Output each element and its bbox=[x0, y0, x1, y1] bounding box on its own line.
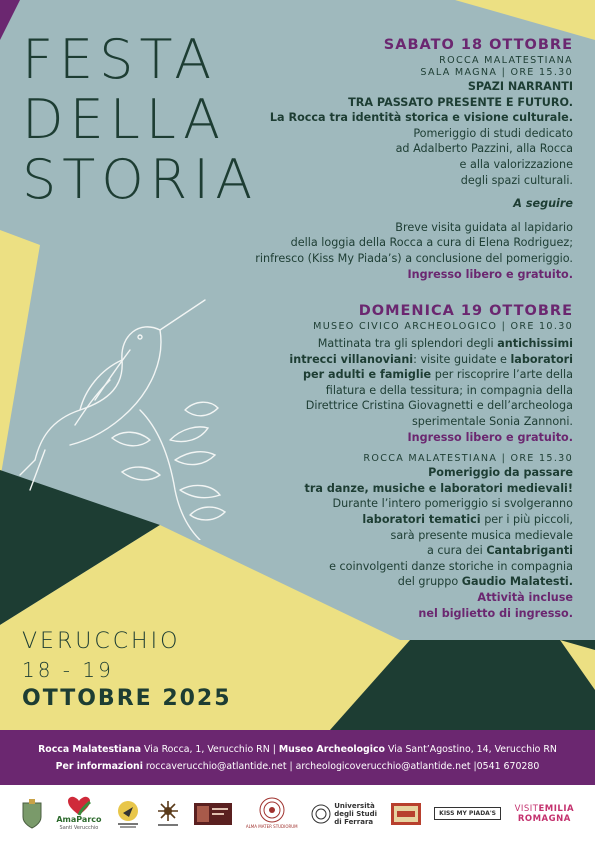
visit-text: VISIT bbox=[514, 803, 539, 814]
saturday-free-entry: Ingresso libero e gratuito. bbox=[407, 267, 573, 281]
saturday-program bbox=[243, 36, 573, 282]
sunday-line-5: Direttrice Cristina Giovagnetti e dell’archeologa bbox=[305, 399, 573, 413]
sponsor-logos bbox=[0, 785, 595, 842]
title-line-2: DELLA bbox=[22, 88, 227, 151]
sunday-pm-2: laboratori tematici per i più piccoli, bbox=[362, 512, 573, 526]
saturday-venue-2: SALA MAGNA | ORE 15.30 bbox=[420, 67, 573, 78]
emilia-text: EMILIA bbox=[538, 803, 575, 814]
footer-info bbox=[0, 730, 595, 785]
amaparco-sub-text: Santi Verucchio bbox=[59, 824, 99, 831]
sunday-line-2: intrecci villanoviani: visite guidate e laboratori bbox=[289, 352, 573, 366]
sunday-venue-2: ROCCA MALATESTIANA | ORE 15.30 bbox=[363, 453, 573, 465]
unife-logo bbox=[311, 802, 377, 826]
unife-text-1: Università bbox=[334, 801, 375, 810]
saturday-subtitle: La Rocca tra identità storica e visione culturale. bbox=[269, 111, 573, 125]
sunday-included-1: Attività incluse bbox=[477, 590, 573, 604]
saturday-headline-1: SPAZI NARRANTI bbox=[467, 80, 573, 93]
unife-text-2: degli Studi bbox=[334, 809, 378, 818]
event-title bbox=[22, 30, 258, 210]
sunday-line-3: per adulti e famiglie per riscoprire l’arte della bbox=[303, 368, 573, 382]
amaparco-text: AmaParco bbox=[56, 814, 102, 824]
saturday-desc-4: degli spazi culturali. bbox=[460, 173, 573, 187]
unife-text-3: di Ferrara bbox=[334, 817, 374, 826]
city-name: VERUCCHIO bbox=[22, 629, 181, 654]
place-and-dates bbox=[22, 628, 232, 714]
photo-logo bbox=[194, 803, 232, 825]
university-seal-logo: ALMA MATER STUDIORUM bbox=[246, 797, 298, 831]
title-line-3: STORIA bbox=[22, 148, 259, 211]
saturday-after-3: rinfresco (Kiss My Piada’s) a conclusione del pomeriggio. bbox=[255, 251, 573, 265]
saturday-venue-1: ROCCA MALATESTIANA bbox=[439, 55, 573, 66]
title-line-1: FESTA bbox=[22, 28, 218, 91]
sunday-pm-headline-1: Pomeriggio da passare bbox=[428, 466, 573, 480]
sunday-pm-3: sarà presente musica medievale bbox=[390, 528, 573, 542]
saturday-headline-2: TRA PASSATO PRESENTE E FUTURO. bbox=[348, 95, 573, 109]
kiss-my-piadas-logo bbox=[434, 807, 501, 820]
sunday-program bbox=[243, 302, 573, 621]
saturday-desc-3: e alla valorizzazione bbox=[459, 157, 573, 171]
saturday-desc-2: ad Adalberto Pazzini, alla Rocca bbox=[395, 142, 573, 156]
sunday-line-6: sperimentale Sonia Zannoni. bbox=[411, 414, 573, 428]
brand-logo bbox=[391, 803, 421, 825]
sunday-pm-5: e coinvolgenti danze storiche in compagnia bbox=[329, 559, 573, 573]
verucchio-crest-logo bbox=[21, 799, 43, 829]
rocca-logo bbox=[115, 799, 141, 829]
saturday-desc-1: Pomeriggio di studi dedicato bbox=[413, 126, 573, 140]
footer-addresses: Rocca Malatestiana Via Rocca, 1, Verucchio RN | Museo Archeologico Via Sant’Agostino, 14, Verucchio RN bbox=[38, 744, 557, 755]
sunday-pm-1: Durante l’intero pomeriggio si svolgeranno bbox=[332, 497, 573, 511]
amaparco-logo bbox=[56, 796, 101, 832]
kiss-my-piadas-text: KISS MY PIADA'S bbox=[434, 807, 501, 820]
event-dates: 18 - 19 bbox=[22, 658, 114, 682]
saturday-after-2: della loggia della Rocca a cura di Elena Rodriguez; bbox=[290, 236, 573, 250]
romagna-text: ROMAGNA bbox=[517, 813, 571, 824]
sunday-included-2: nel biglietto di ingresso. bbox=[418, 606, 573, 620]
sunday-line-1: Mattinata tra gli splendori degli antichissimi bbox=[317, 337, 573, 350]
event-month-year: OTTOBRE 2025 bbox=[22, 686, 232, 711]
museo-logo bbox=[155, 799, 181, 829]
saturday-after-label: A seguire bbox=[513, 197, 573, 211]
sunday-free-entry: Ingresso libero e gratuito. bbox=[407, 430, 573, 444]
visit-emilia-romagna-logo bbox=[515, 804, 575, 824]
saturday-title: SABATO 18 OTTOBRE bbox=[383, 37, 573, 53]
sunday-line-4: filatura e della tessitura; in compagnia della bbox=[325, 383, 573, 397]
sunday-pm-4: a cura dei Cantabriganti bbox=[426, 544, 573, 558]
footer-contacts: Per informazioni roccaverucchio@atlantide.net | archeologicoverucchio@atlantide.net |0541 670280 bbox=[55, 761, 540, 772]
sunday-venue: MUSEO CIVICO ARCHEOLOGICO | ORE 10.30 bbox=[313, 321, 573, 332]
sunday-title: DOMENICA 19 OTTOBRE bbox=[358, 303, 573, 319]
sunday-pm-headline-2: tra danze, musiche e laboratori medievali! bbox=[304, 481, 573, 495]
sunday-pm-6: del gruppo Gaudio Malatesti. bbox=[397, 575, 573, 589]
saturday-after-1: Breve visita guidata al lapidario bbox=[395, 220, 573, 234]
